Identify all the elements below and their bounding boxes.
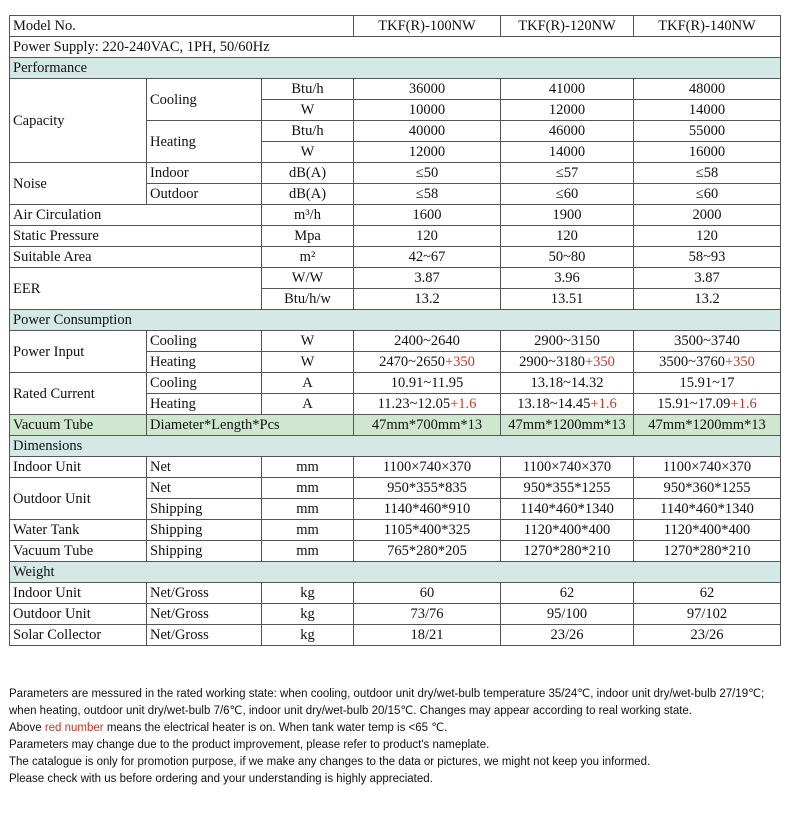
value-cell: 120: [354, 226, 501, 247]
table-row: [10, 457, 781, 478]
section-weight: Weight: [10, 562, 781, 583]
value-cell: 15.91~17: [634, 373, 781, 394]
value-cell: 47mm*700mm*13: [354, 415, 501, 436]
table-row: [10, 163, 781, 184]
unit-cell: dB(A): [262, 184, 354, 205]
noise-label: Noise: [10, 163, 147, 205]
value-cell: 950*360*1255: [634, 478, 781, 499]
section-performance: Performance: [10, 58, 781, 79]
note-text: means the electrical heater is on. When tank water temp is <65 ℃.: [103, 722, 448, 734]
value-cell: 12000: [354, 142, 501, 163]
rated-current-label: Rated Current: [10, 373, 147, 415]
note-red-text: red number: [44, 722, 104, 734]
value-cell: 3.87: [354, 268, 501, 289]
value-cell: 1100×740×370: [501, 457, 634, 478]
type-label: Net/Gross: [147, 604, 262, 625]
cooling-label: Cooling: [147, 79, 262, 121]
value-cell: ≤60: [501, 184, 634, 205]
row-label: Indoor Unit: [10, 457, 147, 478]
vacuum-tube-label: Vacuum Tube: [10, 415, 147, 436]
value-cell: 2900~3150: [501, 331, 634, 352]
heater-extra: +350: [444, 354, 475, 370]
table-row: [10, 205, 781, 226]
value-cell: 10000: [354, 100, 501, 121]
notes-block: [9, 686, 785, 788]
value-cell: 62: [501, 583, 634, 604]
unit-cell: Btu/h: [262, 121, 354, 142]
air-circulation-label: Air Circulation: [10, 205, 262, 226]
note-red-number: [9, 720, 785, 737]
table-row: [10, 331, 781, 352]
value-cell: 1900: [501, 205, 634, 226]
value-cell: 23/26: [501, 625, 634, 646]
value-cell: 2400~2640: [354, 331, 501, 352]
type-label: Net/Gross: [147, 625, 262, 646]
section-row: [10, 58, 781, 79]
power-input-label: Power Input: [10, 331, 147, 373]
eer-label: EER: [10, 268, 262, 310]
value-text: 15.91~17.09: [657, 396, 731, 412]
power-supply: Power Supply: 220-240VAC, 1PH, 50/60Hz: [10, 37, 781, 58]
table-row: [10, 583, 781, 604]
value-cell: 1100×740×370: [634, 457, 781, 478]
model-name: TKF(R)-140NW: [634, 16, 781, 37]
value-cell: 120: [634, 226, 781, 247]
value-cell: 48000: [634, 79, 781, 100]
heating-label: Heating: [147, 121, 262, 163]
value-cell: ≤50: [354, 163, 501, 184]
row-label: Solar Collector: [10, 625, 147, 646]
type-label: Net/Gross: [147, 583, 262, 604]
table-row: [10, 247, 781, 268]
model-name: TKF(R)-100NW: [354, 16, 501, 37]
header-row: [10, 16, 781, 37]
unit-cell: m³/h: [262, 205, 354, 226]
value-cell: 58~93: [634, 247, 781, 268]
table-row: [10, 268, 781, 289]
mode-label: Heating: [147, 394, 262, 415]
value-cell: [354, 352, 501, 373]
value-cell: 1270*280*210: [501, 541, 634, 562]
value-cell: 2000: [634, 205, 781, 226]
row-label: Vacuum Tube: [10, 541, 147, 562]
value-cell: [501, 352, 634, 373]
table-row: [10, 625, 781, 646]
section-row: [10, 436, 781, 457]
unit-cell: A: [262, 373, 354, 394]
table-row: [10, 373, 781, 394]
unit-cell: dB(A): [262, 163, 354, 184]
unit-cell: mm: [262, 457, 354, 478]
vacuum-spec-label: Diameter*Length*Pcs: [147, 415, 354, 436]
value-cell: [501, 394, 634, 415]
value-cell: 95/100: [501, 604, 634, 625]
type-label: Net: [147, 478, 262, 499]
unit-cell: W: [262, 142, 354, 163]
table-row: [10, 604, 781, 625]
unit-cell: kg: [262, 604, 354, 625]
type-label: Net: [147, 457, 262, 478]
model-name: TKF(R)-120NW: [501, 16, 634, 37]
value-cell: 1105*400*325: [354, 520, 501, 541]
value-cell: [354, 394, 501, 415]
table-row: [10, 541, 781, 562]
table-row: [10, 520, 781, 541]
value-text: 2470~2650: [379, 354, 445, 370]
unit-cell: Btu/h/w: [262, 289, 354, 310]
note-check: Please check with us before ordering and your understanding is highly appreciated.: [9, 773, 433, 785]
value-text: 2900~3180: [519, 354, 585, 370]
mode-label: Cooling: [147, 331, 262, 352]
noise-indoor-label: Indoor: [147, 163, 262, 184]
value-cell: 1140*460*1340: [634, 499, 781, 520]
row-label: Outdoor Unit: [10, 604, 147, 625]
heater-extra: +350: [584, 354, 615, 370]
value-cell: 950*355*1255: [501, 478, 634, 499]
heater-extra: +350: [724, 354, 755, 370]
value-cell: 73/76: [354, 604, 501, 625]
unit-cell: A: [262, 394, 354, 415]
suitable-area-label: Suitable Area: [10, 247, 262, 268]
section-row: [10, 310, 781, 331]
value-cell: 1140*460*910: [354, 499, 501, 520]
value-cell: 3500~3740: [634, 331, 781, 352]
unit-cell: W/W: [262, 268, 354, 289]
value-cell: 23/26: [634, 625, 781, 646]
model-label: Model No.: [10, 16, 354, 37]
value-cell: 47mm*1200mm*13: [634, 415, 781, 436]
value-cell: 60: [354, 583, 501, 604]
mode-label: Cooling: [147, 373, 262, 394]
table-row: [10, 478, 781, 499]
value-cell: 50~80: [501, 247, 634, 268]
value-cell: 765*280*205: [354, 541, 501, 562]
value-text: 3500~3760: [659, 354, 725, 370]
value-cell: 13.18~14.32: [501, 373, 634, 394]
type-label: Shipping: [147, 541, 262, 562]
value-cell: 1120*400*400: [501, 520, 634, 541]
note-rated-state: Parameters are messured in the rated working state: when cooling, outdoor unit dry/wet-bulb temperature 35/24℃, indoor unit dry/wet-bulb 27/19℃; when heating, outdoor unit dry/wet-bulb 7/6℃, indoor unit dry/wet-bulb 20/15℃. Changes may appear according to real working state.: [9, 688, 765, 717]
unit-cell: Btu/h: [262, 79, 354, 100]
heater-extra: +1.6: [730, 396, 757, 412]
row-label: Indoor Unit: [10, 583, 147, 604]
section-power-consumption: Power Consumption: [10, 310, 781, 331]
value-cell: 36000: [354, 79, 501, 100]
unit-cell: W: [262, 100, 354, 121]
value-cell: 41000: [501, 79, 634, 100]
mode-label: Heating: [147, 352, 262, 373]
value-cell: 120: [501, 226, 634, 247]
noise-outdoor-label: Outdoor: [147, 184, 262, 205]
unit-cell: kg: [262, 583, 354, 604]
value-cell: 46000: [501, 121, 634, 142]
value-cell: 1270*280*210: [634, 541, 781, 562]
value-cell: 13.2: [634, 289, 781, 310]
unit-cell: W: [262, 331, 354, 352]
value-cell: 62: [634, 583, 781, 604]
note-promotion: The catalogue is only for promotion purpose, if we make any changes to the data or pictures, we might not keep you informed.: [9, 756, 651, 768]
power-supply-row: [10, 37, 781, 58]
capacity-label: Capacity: [10, 79, 147, 163]
static-pressure-label: Static Pressure: [10, 226, 262, 247]
table-row: [10, 79, 781, 100]
heater-extra: +1.6: [450, 396, 477, 412]
value-cell: 55000: [634, 121, 781, 142]
value-cell: 1600: [354, 205, 501, 226]
value-cell: ≤57: [501, 163, 634, 184]
value-cell: 18/21: [354, 625, 501, 646]
note-text: Above: [9, 722, 45, 734]
value-cell: 13.2: [354, 289, 501, 310]
table-row: [10, 226, 781, 247]
note-nameplate: Parameters may change due to the product improvement, please refer to product's nameplate.: [9, 739, 490, 751]
section-dimensions: Dimensions: [10, 436, 781, 457]
unit-cell: m²: [262, 247, 354, 268]
value-cell: ≤60: [634, 184, 781, 205]
unit-cell: W: [262, 352, 354, 373]
value-cell: ≤58: [634, 163, 781, 184]
value-cell: 13.51: [501, 289, 634, 310]
value-text: 11.23~12.05: [377, 396, 451, 412]
value-cell: 42~67: [354, 247, 501, 268]
section-row: [10, 562, 781, 583]
value-cell: 10.91~11.95: [354, 373, 501, 394]
value-cell: 14000: [634, 100, 781, 121]
value-cell: 950*355*835: [354, 478, 501, 499]
value-cell: 1140*460*1340: [501, 499, 634, 520]
unit-cell: mm: [262, 478, 354, 499]
unit-cell: mm: [262, 520, 354, 541]
unit-cell: Mpa: [262, 226, 354, 247]
value-cell: 97/102: [634, 604, 781, 625]
type-label: Shipping: [147, 499, 262, 520]
value-cell: 1120*400*400: [634, 520, 781, 541]
value-cell: 47mm*1200mm*13: [501, 415, 634, 436]
value-cell: 3.87: [634, 268, 781, 289]
row-label: Outdoor Unit: [10, 478, 147, 520]
spec-table: [9, 15, 781, 646]
value-cell: ≤58: [354, 184, 501, 205]
type-label: Shipping: [147, 520, 262, 541]
value-cell: 3.96: [501, 268, 634, 289]
value-text: 13.18~14.45: [517, 396, 591, 412]
value-cell: [634, 352, 781, 373]
value-cell: 16000: [634, 142, 781, 163]
vacuum-tube-row: [10, 415, 781, 436]
value-cell: 12000: [501, 100, 634, 121]
value-cell: 1100×740×370: [354, 457, 501, 478]
value-cell: [634, 394, 781, 415]
unit-cell: mm: [262, 499, 354, 520]
value-cell: 40000: [354, 121, 501, 142]
heater-extra: +1.6: [590, 396, 617, 412]
unit-cell: kg: [262, 625, 354, 646]
value-cell: 14000: [501, 142, 634, 163]
unit-cell: mm: [262, 541, 354, 562]
row-label: Water Tank: [10, 520, 147, 541]
